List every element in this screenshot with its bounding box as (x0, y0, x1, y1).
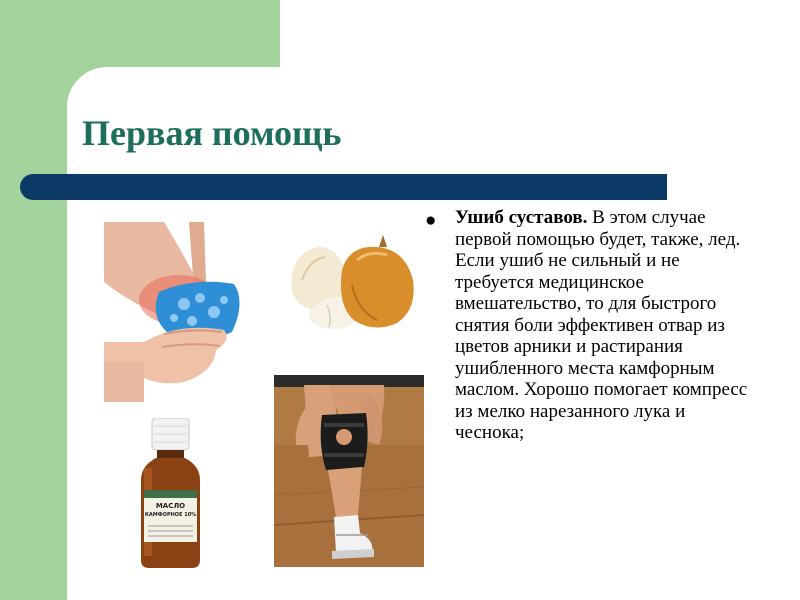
bullet-heading: Ушиб суставов. (455, 207, 588, 228)
camphor-oil-bottle-image (138, 418, 203, 568)
title-underline-bar (20, 174, 667, 200)
elbow-ice-pack-image (104, 222, 244, 402)
bottle-label-line1: МАСЛО (155, 502, 186, 510)
bottle-label-line2: КАМФОРНОЕ 10% (144, 512, 197, 518)
bullet-body-text: В этом случае первой помощью будет, также, лед. Если ушиб не сильный и не требуется медицинское вмешательство, то для быстрого снятия боли эффективен отвар из цветов арники и растирания ушибленного места камфорным маслом. Хорошо помогает компресс из мелко нарезанного лука и чеснока; (455, 207, 748, 443)
bullet-paragraph (455, 207, 755, 444)
knee-brace-image (274, 375, 424, 567)
slide-title: Первая помощь (82, 113, 342, 153)
onion-garlic-image (287, 235, 422, 335)
bullet-point: ● (425, 210, 437, 231)
